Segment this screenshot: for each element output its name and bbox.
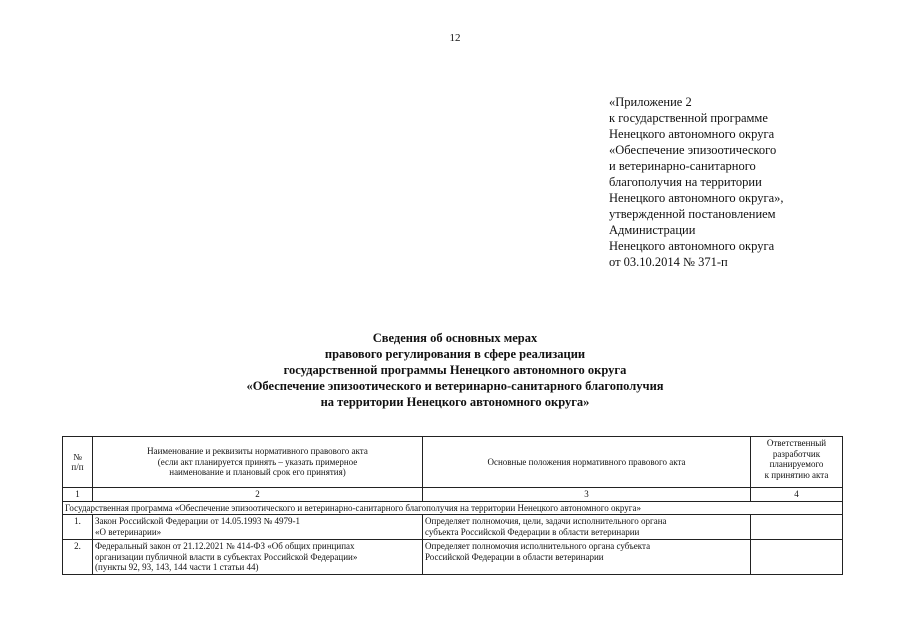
column-number: 1 — [63, 488, 93, 502]
appendix-note — [609, 94, 869, 270]
column-number: 3 — [423, 488, 751, 502]
table-row — [63, 515, 843, 540]
column-number: 4 — [751, 488, 843, 502]
page-number: 12 — [449, 32, 461, 44]
title-line: правового регулирования в сфере реализации — [324, 347, 586, 361]
row-number: 2. — [63, 540, 93, 575]
appendix-line: Ненецкого автономного округа — [609, 239, 775, 253]
column-number-row — [63, 488, 843, 502]
table-row — [63, 540, 843, 575]
program-title: Государственная программа «Обеспечение эпизоотического и ветеринарно-санитарного благополучия на территории Ненецкого автономного округа» — [63, 501, 843, 515]
appendix-line: утвержденной постановлением — [609, 207, 776, 221]
row-main-provisions: Определяет полномочия, цели, задачи исполнительного органа субъекта Российской Федерации в области ветеринарии — [423, 515, 751, 540]
row-act-name: Федеральный закон от 21.12.2021 № 414-ФЗ «Об общих принципах организации публичной власти в субъектах Российской Федерации» (пункты 92, 93, 143, 144 части 1 статьи 44) — [93, 540, 423, 575]
title-line: государственной программы Ненецкого автономного округа — [283, 363, 627, 377]
header-responsible: Ответственный разработчик планируемого к принятию акта — [751, 437, 843, 488]
program-row — [63, 501, 843, 515]
appendix-line: Администрации — [609, 223, 696, 237]
appendix-line: «Приложение 2 — [609, 95, 692, 109]
appendix-line: Ненецкого автономного округа — [609, 127, 775, 141]
row-responsible — [751, 515, 843, 540]
row-responsible — [751, 540, 843, 575]
header-number: № п/п — [63, 437, 93, 488]
appendix-line: благополучия на территории — [609, 175, 762, 189]
appendix-line: и ветеринарно-санитарного — [609, 159, 756, 173]
header-act-name: Наименование и реквизиты нормативного правового акта (если акт планируется принять – указать примерное наименование и плановый срок его принятия) — [93, 437, 423, 488]
title-line: «Обеспечение эпизоотического и ветеринарно-санитарного благополучия — [246, 379, 664, 393]
header-main-provisions: Основные положения нормативного правового акта — [423, 437, 751, 488]
row-number: 1. — [63, 515, 93, 540]
appendix-line: к государственной программе — [609, 111, 768, 125]
document-title — [150, 330, 760, 410]
row-act-name: Закон Российской Федерации от 14.05.1993 № 4979-1 «О ветеринарии» — [93, 515, 423, 540]
appendix-line: от 03.10.2014 № 371-п — [609, 255, 728, 269]
row-main-provisions: Определяет полномочия исполнительного органа субъекта Российской Федерации в области ветеринарии — [423, 540, 751, 575]
column-number: 2 — [93, 488, 423, 502]
table-header-row — [63, 437, 843, 488]
title-line: Сведения об основных мерах — [372, 331, 538, 345]
appendix-line: «Обеспечение эпизоотического — [609, 143, 777, 157]
appendix-line: Ненецкого автономного округа», — [609, 191, 784, 205]
title-line: на территории Ненецкого автономного округа» — [320, 395, 590, 409]
legal-acts-table — [62, 436, 843, 575]
